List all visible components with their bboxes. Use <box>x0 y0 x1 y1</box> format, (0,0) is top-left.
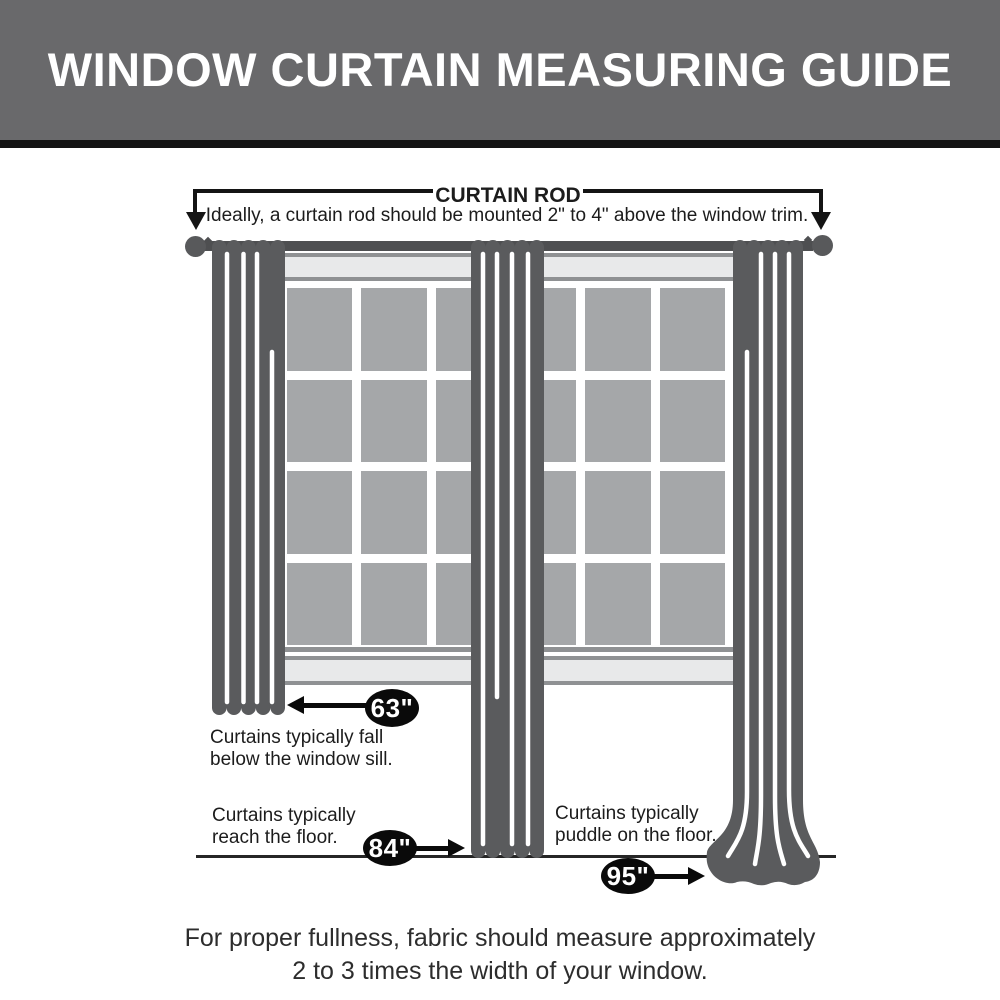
window-pane <box>287 563 353 646</box>
length-badge-63 <box>365 689 419 727</box>
arrow-shaft <box>303 703 367 708</box>
window-pane <box>361 288 427 371</box>
header-banner <box>0 0 1000 140</box>
length-badge-84 <box>363 830 417 866</box>
left-arrow-icon <box>287 696 304 714</box>
caption-line: puddle on the floor. <box>555 824 717 846</box>
window-pane <box>361 471 427 554</box>
window-pane <box>585 288 651 371</box>
caption-puddle-floor <box>555 803 717 846</box>
curtain-body <box>707 240 820 885</box>
page-title: WINDOW CURTAIN MEASURING GUIDE <box>47 43 953 96</box>
length-value: 84" <box>368 832 412 863</box>
rod-bracket-line-right <box>583 189 820 193</box>
window-pane <box>585 563 651 646</box>
caption-line: Curtains typically <box>555 803 699 824</box>
fullness-note-line1: For proper fullness, fabric should measure approximately <box>184 924 816 952</box>
caption-reach-floor <box>212 805 356 848</box>
fullness-note-line2: 2 to 3 times the width of your window. <box>292 957 708 985</box>
caption-line: Curtains typically <box>212 805 356 826</box>
header-divider <box>0 140 1000 148</box>
right-arrow-icon <box>448 839 465 857</box>
window-pane <box>361 563 427 646</box>
curtain-rod-label: CURTAIN ROD <box>435 184 581 207</box>
caption-line: Curtains typically fall <box>210 727 384 748</box>
caption-line: below the window sill. <box>210 748 393 770</box>
window-pane <box>361 380 427 463</box>
length-badge-95 <box>601 858 655 894</box>
curtain-panel-84 <box>471 240 544 859</box>
rod-bracket-line-left <box>195 189 433 193</box>
arrow-shaft <box>415 846 449 851</box>
curtain-panel-63 <box>212 240 285 716</box>
rod-mounting-note: Ideally, a curtain rod should be mounted 2" to 4" above the window trim. <box>205 205 809 226</box>
window-pane <box>287 380 353 463</box>
curtain-panel-95 <box>704 240 824 888</box>
rod-finial-left <box>185 236 206 257</box>
length-value: 95" <box>606 860 650 891</box>
window-pane <box>585 380 651 463</box>
window-pane <box>585 471 651 554</box>
caption-line: reach the floor. <box>212 826 338 848</box>
window-pane <box>287 471 353 554</box>
arrow-shaft <box>653 874 689 879</box>
window-pane <box>287 288 353 371</box>
length-value: 63" <box>370 692 414 723</box>
caption-below-sill <box>210 727 393 770</box>
right-arrow-icon <box>688 867 705 885</box>
